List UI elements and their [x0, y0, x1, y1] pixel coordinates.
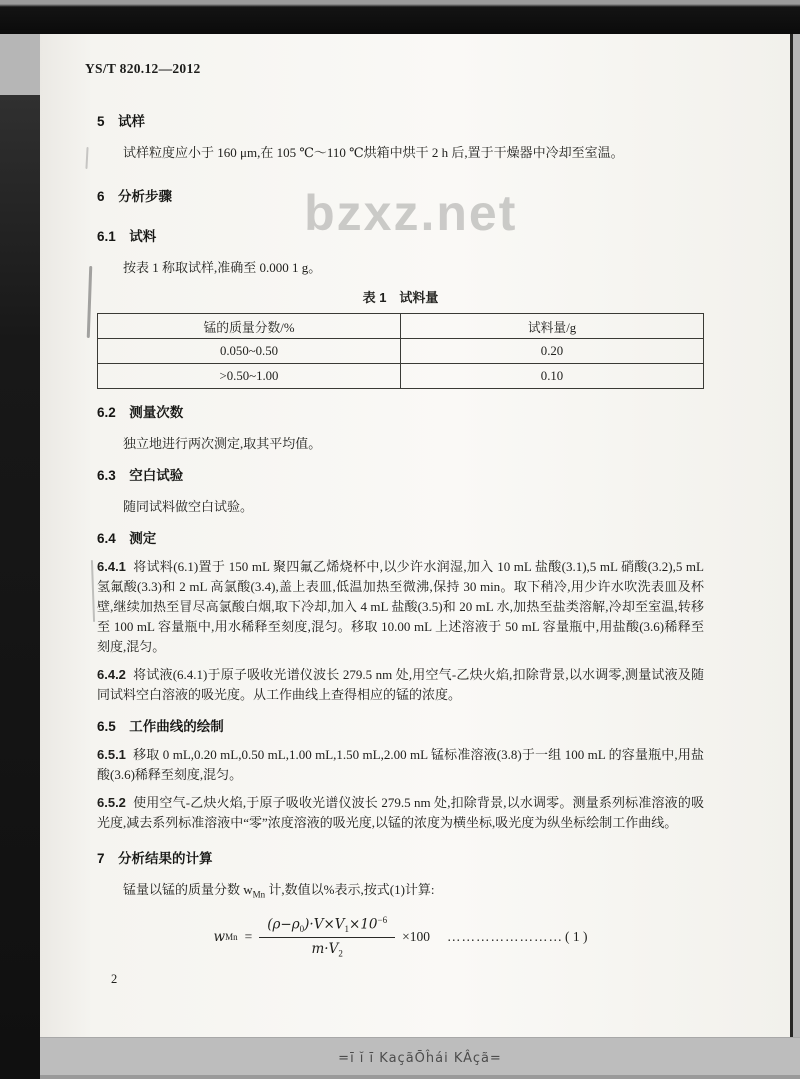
equals-sign: =	[244, 928, 253, 944]
formula-1	[97, 915, 704, 959]
clause-text: 使用空气-乙炔火焰,于原子吸收光谱仪波长 279.5 nm 处,扣除背景,以水调零。测量系列标准溶液的吸光度,减去系列标准溶液中“零”浓度溶液的吸光度,以锰的浓度为横坐标,吸光度为纵坐标绘制工作曲线。	[97, 795, 704, 830]
numerator-text: )·V×V	[304, 916, 345, 933]
section-6-5-heading: 6.5 工作曲线的绘制	[97, 719, 224, 734]
clause-number: 6.4.1	[97, 559, 126, 574]
table-header-mass-fraction: 锰的质量分数/%	[98, 314, 401, 339]
section-6-2-paragraph: 独立地进行两次测定,取其平均值。	[123, 436, 322, 451]
scan-left-dark-band	[0, 95, 40, 1079]
formula-lhs-subscript: Mn	[225, 931, 238, 942]
section-6-2-heading: 6.2 测量次数	[97, 405, 184, 420]
formula-denominator	[311, 938, 342, 959]
clause-6-5-1	[97, 745, 704, 785]
section-6-4-heading: 6.4 测定	[97, 531, 157, 546]
formula-intro-text: 计,数值以%表示,按式(1)计算:	[265, 882, 435, 897]
numerator-text: ×10	[349, 916, 378, 933]
section-7-heading: 7 分析结果的计算	[97, 851, 213, 866]
formula-intro-subscript: Mn	[252, 889, 266, 900]
clause-text: 移取 0 mL,0.20 mL,0.50 mL,1.00 mL,1.50 mL,2.00 mL 锰标准溶液(3.8)于一组 100 mL 的容量瓶中,用盐酸(3.6)稀释至刻度,混匀。	[97, 747, 704, 782]
table-header-row	[98, 314, 704, 339]
clause-number: 6.5.2	[97, 795, 126, 810]
numerator-exponent: −6	[377, 914, 388, 925]
clause-number: 6.5.1	[97, 747, 126, 762]
table-header-sample-amount: 试料量/g	[401, 314, 704, 339]
page-content	[40, 34, 790, 1037]
standard-code: YS/T 820.12—2012	[85, 61, 201, 76]
table-cell-range: 0.050~0.50	[98, 339, 401, 364]
table-1	[97, 313, 704, 389]
table-cell-range: >0.50~1.00	[98, 364, 401, 389]
clause-6-4-1	[97, 557, 704, 657]
numerator-subscript: 1	[344, 923, 350, 934]
footer-watermark-text: =ī ĭ ī KaçãŌĥái KÂçã=	[338, 1051, 502, 1066]
formula-lhs: w	[213, 928, 226, 945]
section-6-heading: 6 分析步骤	[97, 189, 173, 204]
formula-intro	[97, 880, 704, 905]
denominator-text: m·V	[311, 940, 339, 957]
table-row	[98, 364, 704, 389]
clause-text: 将试液(6.4.1)于原子吸收光谱仪波长 279.5 nm 处,用空气-乙炔火焰,扣除背景,以水调零,测量试液及随同试料空白溶液的吸光度。从工作曲线上查得相应的锰的浓度。	[97, 667, 704, 702]
formula-numerator	[259, 915, 395, 938]
clause-6-5-2	[97, 793, 704, 833]
formula-fraction	[259, 915, 395, 959]
formula-intro-text: 锰量以锰的质量分数 w	[123, 882, 253, 897]
section-6-3-heading: 6.3 空白试验	[97, 468, 184, 483]
scan-footer-strip	[40, 1037, 800, 1079]
document-page	[40, 34, 790, 1037]
denominator-subscript: 2	[338, 948, 343, 959]
section-6-1-paragraph: 按表 1 称取试样,准确至 0.000 1 g。	[123, 260, 322, 275]
times-100: ×100	[402, 928, 430, 944]
clause-6-4-2	[97, 665, 704, 705]
clause-text: 将试料(6.1)置于 150 mL 聚四氟乙烯烧杯中,以少许水润湿,加入 10 mL 盐酸(3.1),5 mL 硝酸(3.2),5 mL 氢氟酸(3.3)和 2 mL 高氯酸(3.4),盖上表皿,低温加热至微沸,保持 30 min。取下稍冷,用少许水吹洗表皿及杯壁,继续加热至冒尽高氯酸白烟,取下冷却,加入 4 mL 盐酸(3.5)和 20 mL 水,加热至盐类溶解,冷却至室温,转移至 100 mL 容量瓶中,用水稀释至刻度,混匀。移取 10.00 mL 上述溶液于 50 mL 容量瓶中,用盐酸(3.6)稀释至刻度,混匀。	[97, 559, 704, 654]
scan-top-black-bar	[0, 0, 800, 34]
section-6-3-paragraph: 随同试料做空白试验。	[123, 499, 254, 514]
numerator-subscript: 0	[299, 923, 305, 934]
table-cell-amount: 0.10	[401, 364, 704, 389]
section-5-heading: 5 试样	[97, 114, 146, 129]
scan-right-edge-line	[790, 34, 793, 1037]
clause-number: 6.4.2	[97, 667, 126, 682]
section-5-paragraph: 试样粒度应小于 160 μm,在 105 ℃～110 ℃烘箱中烘干 2 h 后,置于干燥器中冷却至室温。	[123, 145, 624, 160]
table-cell-amount: 0.20	[401, 339, 704, 364]
equation-number: ( 1 )	[564, 928, 588, 944]
numerator-text: (ρ−ρ	[267, 916, 300, 933]
site-watermark: bzxz.net	[304, 185, 518, 241]
table-1-caption: 表 1 试料量	[362, 290, 439, 305]
table-row	[98, 339, 704, 364]
section-6-1-heading: 6.1 试料	[97, 229, 157, 244]
page-number: 2	[111, 972, 118, 987]
equation-leader-dots: ……………………	[446, 928, 563, 944]
